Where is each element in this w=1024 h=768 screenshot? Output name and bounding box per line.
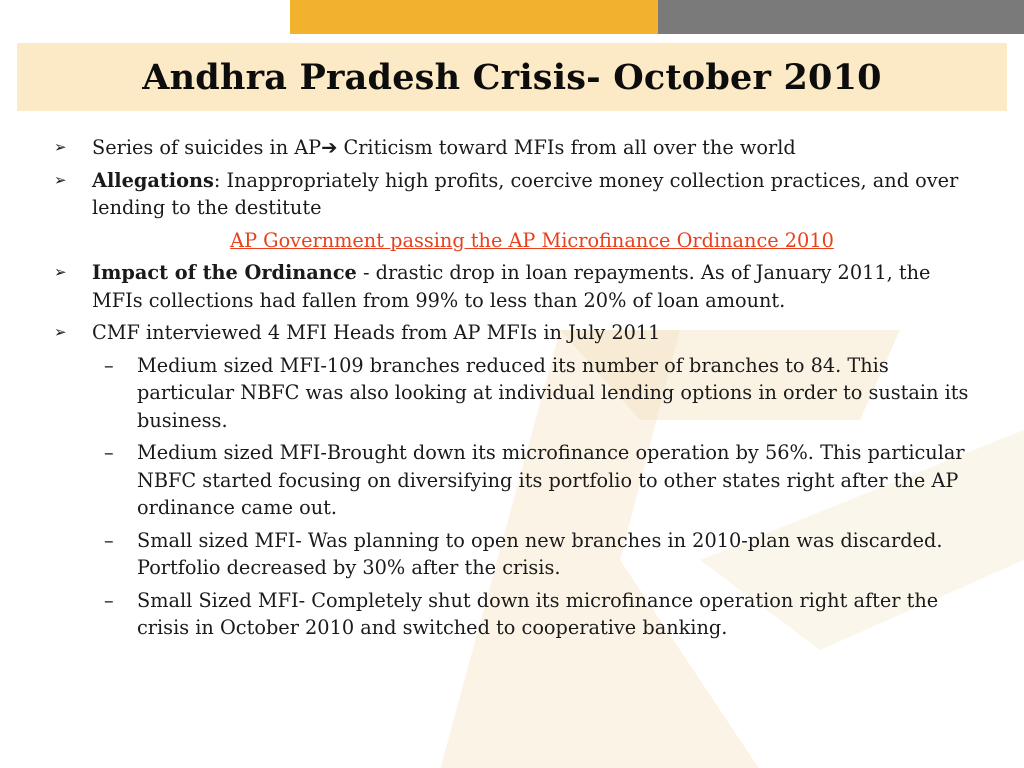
- dash-bullet-icon: –: [104, 353, 114, 377]
- dash-bullet-icon: –: [104, 588, 114, 612]
- slide-body: [52, 134, 972, 647]
- bullet-item: [52, 167, 972, 222]
- bullet-text: Series of suicides in AP: [92, 136, 322, 159]
- bullet-text: CMF interviewed 4 MFI Heads from AP MFIs in July 2011: [92, 321, 661, 344]
- bullet-bold-label: Allegations: [92, 168, 214, 192]
- dash-bullet-icon: –: [104, 441, 114, 464]
- sub-bullet-item: [52, 439, 972, 522]
- sub-bullet-text: Medium sized MFI-Brought down its microfinance operation by 56%. This particular NBFC started focusing on diversifying its portfolio to other states right after the AP ordinance came out.: [137, 441, 965, 519]
- ordinance-link[interactable]: AP Government passing the AP Microfinance Ordinance 2010: [230, 228, 834, 252]
- arrowhead-bullet-icon: ➢: [54, 170, 67, 189]
- bullet-text: Criticism toward MFIs from all over the world: [337, 136, 796, 159]
- sub-bullet-text: Small sized MFI- Was planning to open new branches in 2010-plan was discarded. Portfolio decreased by 30% after the crisis.: [137, 528, 943, 579]
- bullet-text: - drastic drop in loan repayments. As of January 2011, the MFIs collections had fallen from 99% to less than 20% of loan amount.: [92, 261, 931, 312]
- sub-bullet-text: Small Sized MFI- Completely shut down its microfinance operation right after the crisis in October 2010 and switched to cooperative banking.: [137, 588, 939, 639]
- bullet-item: [52, 259, 972, 314]
- arrowhead-bullet-icon: ➢: [54, 138, 67, 156]
- arrowhead-bullet-icon: ➢: [54, 323, 67, 341]
- slide-title: Andhra Pradesh Crisis- October 2010: [142, 56, 882, 98]
- title-banner: [17, 43, 1007, 111]
- sub-bullet-item: [52, 527, 972, 582]
- right-arrow-icon: ➔: [321, 136, 338, 159]
- sub-bullet-item: [52, 352, 972, 435]
- bullet-item: [52, 319, 972, 347]
- bullet-item: [52, 134, 972, 162]
- arrowhead-bullet-icon: ➢: [54, 263, 67, 281]
- sub-bullet-text: Medium sized MFI-109 branches reduced its number of branches to 84. This particular NBFC was also looking at individual lending options in order to sustain its business.: [137, 353, 969, 432]
- bullet-text: : Inappropriately high profits, coercive money collection practices, and over lending to the destitute: [92, 168, 959, 219]
- sub-bullet-item: [52, 587, 972, 642]
- bullet-bold-label: Impact of the Ordinance: [92, 261, 357, 284]
- dash-bullet-icon: –: [104, 528, 114, 552]
